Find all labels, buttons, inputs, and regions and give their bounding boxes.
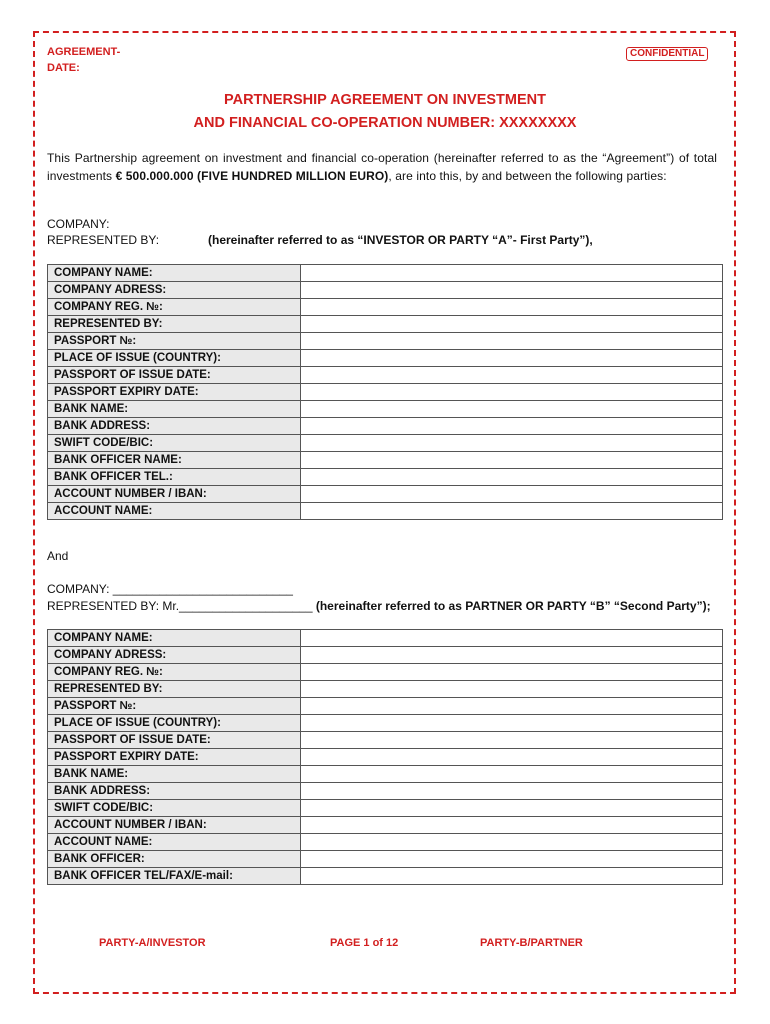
field-label: PASSPORT №: bbox=[48, 698, 301, 715]
table-row bbox=[48, 766, 723, 783]
table-row bbox=[48, 282, 723, 299]
footer-party-a: PARTY-A/INVESTOR bbox=[99, 937, 206, 949]
field-label: REPRESENTED BY: bbox=[48, 681, 301, 698]
table-row bbox=[48, 817, 723, 834]
field-value-cell[interactable] bbox=[301, 868, 723, 885]
table-row bbox=[48, 800, 723, 817]
table-row bbox=[48, 732, 723, 749]
party-b-represented-blank: ____________________ bbox=[179, 599, 313, 613]
field-value-cell[interactable] bbox=[301, 469, 723, 486]
field-value-cell[interactable] bbox=[301, 384, 723, 401]
field-value-cell[interactable] bbox=[301, 282, 723, 299]
field-label: PLACE OF ISSUE (COUNTRY): bbox=[48, 715, 301, 732]
field-value-cell[interactable] bbox=[301, 851, 723, 868]
table-row bbox=[48, 868, 723, 885]
field-label: BANK ADDRESS: bbox=[48, 783, 301, 800]
field-label: BANK NAME: bbox=[48, 401, 301, 418]
field-label: PASSPORT EXPIRY DATE: bbox=[48, 384, 301, 401]
table-row bbox=[48, 834, 723, 851]
field-label: REPRESENTED BY: bbox=[48, 316, 301, 333]
field-value-cell[interactable] bbox=[301, 316, 723, 333]
field-label: COMPANY REG. №: bbox=[48, 299, 301, 316]
table-row bbox=[48, 367, 723, 384]
table-row bbox=[48, 384, 723, 401]
table-row bbox=[48, 647, 723, 664]
field-value-cell[interactable] bbox=[301, 766, 723, 783]
table-row bbox=[48, 401, 723, 418]
intro-paragraph bbox=[47, 150, 717, 185]
table-row bbox=[48, 486, 723, 503]
field-value-cell[interactable] bbox=[301, 681, 723, 698]
table-row bbox=[48, 681, 723, 698]
document-title-line2: AND FINANCIAL CO-OPERATION NUMBER: XXXXXXXX bbox=[193, 115, 577, 131]
table-row bbox=[48, 265, 723, 282]
party-a-details-table bbox=[47, 264, 723, 520]
field-label: BANK OFFICER NAME: bbox=[48, 452, 301, 469]
field-value-cell[interactable] bbox=[301, 698, 723, 715]
table-row bbox=[48, 749, 723, 766]
field-label: BANK ADDRESS: bbox=[48, 418, 301, 435]
confidential-stamp: CONFIDENTIAL bbox=[626, 47, 708, 61]
table-row bbox=[48, 715, 723, 732]
intro-part2: , are into this, by and between the following parties: bbox=[388, 168, 667, 183]
field-value-cell[interactable] bbox=[301, 732, 723, 749]
field-label: PASSPORT OF ISSUE DATE: bbox=[48, 367, 301, 384]
footer-party-b: PARTY-B/PARTNER bbox=[480, 937, 583, 949]
field-value-cell[interactable] bbox=[301, 664, 723, 681]
party-b-represented-label: REPRESENTED BY: Mr. bbox=[47, 599, 180, 613]
field-value-cell[interactable] bbox=[301, 715, 723, 732]
field-label: ACCOUNT NAME: bbox=[48, 503, 301, 520]
field-value-cell[interactable] bbox=[301, 630, 723, 647]
field-value-cell[interactable] bbox=[301, 834, 723, 851]
field-value-cell[interactable] bbox=[301, 299, 723, 316]
table-row bbox=[48, 851, 723, 868]
table-row bbox=[48, 503, 723, 520]
party-a-company-label: COMPANY: bbox=[47, 217, 110, 231]
header-left bbox=[47, 44, 120, 76]
field-label: COMPANY NAME: bbox=[48, 265, 301, 282]
field-value-cell[interactable] bbox=[301, 749, 723, 766]
field-value-cell[interactable] bbox=[301, 333, 723, 350]
field-value-cell[interactable] bbox=[301, 435, 723, 452]
table-row bbox=[48, 299, 723, 316]
table-row bbox=[48, 316, 723, 333]
field-label: BANK NAME: bbox=[48, 766, 301, 783]
table-row bbox=[48, 664, 723, 681]
field-value-cell[interactable] bbox=[301, 817, 723, 834]
intro-part1: This Partnership agreement on investment and financial co-operation (hereinafter referred to as the “Agreement”) of total investments bbox=[47, 151, 717, 183]
field-label: PASSPORT EXPIRY DATE: bbox=[48, 749, 301, 766]
party-b-company-line: COMPANY: ___________________________ bbox=[47, 582, 293, 596]
field-value-cell[interactable] bbox=[301, 486, 723, 503]
field-label: COMPANY REG. №: bbox=[48, 664, 301, 681]
table-row bbox=[48, 630, 723, 647]
and-text: And bbox=[47, 549, 69, 563]
field-value-cell[interactable] bbox=[301, 800, 723, 817]
table-row bbox=[48, 435, 723, 452]
table-row bbox=[48, 418, 723, 435]
table-row bbox=[48, 783, 723, 800]
field-label: BANK OFFICER: bbox=[48, 851, 301, 868]
agreement-label: AGREEMENT- bbox=[47, 46, 121, 58]
field-value-cell[interactable] bbox=[301, 452, 723, 469]
table-row bbox=[48, 350, 723, 367]
field-value-cell[interactable] bbox=[301, 265, 723, 282]
field-value-cell[interactable] bbox=[301, 647, 723, 664]
field-label: COMPANY ADRESS: bbox=[48, 282, 301, 299]
party-b-represented-line bbox=[47, 599, 711, 613]
field-value-cell[interactable] bbox=[301, 350, 723, 367]
field-label: ACCOUNT NUMBER / IBAN: bbox=[48, 486, 301, 503]
field-label: ACCOUNT NAME: bbox=[48, 834, 301, 851]
field-label: SWIFT CODE/BIC: bbox=[48, 435, 301, 452]
field-value-cell[interactable] bbox=[301, 367, 723, 384]
party-a-role-text: (hereinafter referred to as “INVESTOR OR PARTY “A”- First Party”), bbox=[208, 233, 593, 247]
field-label: PASSPORT OF ISSUE DATE: bbox=[48, 732, 301, 749]
field-label: COMPANY NAME: bbox=[48, 630, 301, 647]
field-value-cell[interactable] bbox=[301, 503, 723, 520]
table-row bbox=[48, 469, 723, 486]
field-value-cell[interactable] bbox=[301, 418, 723, 435]
document-title-line1: PARTNERSHIP AGREEMENT ON INVESTMENT bbox=[224, 92, 546, 108]
field-value-cell[interactable] bbox=[301, 783, 723, 800]
field-label: ACCOUNT NUMBER / IBAN: bbox=[48, 817, 301, 834]
field-label: COMPANY ADRESS: bbox=[48, 647, 301, 664]
field-label: PLACE OF ISSUE (COUNTRY): bbox=[48, 350, 301, 367]
field-label: BANK OFFICER TEL/FAX/E-mail: bbox=[48, 868, 301, 885]
table-row bbox=[48, 333, 723, 350]
date-label: DATE: bbox=[47, 62, 80, 74]
field-label: SWIFT CODE/BIC: bbox=[48, 800, 301, 817]
party-b-details-table bbox=[47, 629, 723, 885]
party-a-represented-label: REPRESENTED BY: bbox=[47, 233, 160, 247]
field-label: BANK OFFICER TEL.: bbox=[48, 469, 301, 486]
footer-page-number: PAGE 1 of 12 bbox=[330, 937, 399, 949]
table-row bbox=[48, 452, 723, 469]
party-b-role-text: (hereinafter referred to as PARTNER OR PARTY “B” “Second Party”); bbox=[312, 599, 711, 613]
table-row bbox=[48, 698, 723, 715]
intro-amount: € 500.000.000 (FIVE HUNDRED MILLION EURO) bbox=[115, 168, 389, 183]
field-value-cell[interactable] bbox=[301, 401, 723, 418]
field-label: PASSPORT №: bbox=[48, 333, 301, 350]
